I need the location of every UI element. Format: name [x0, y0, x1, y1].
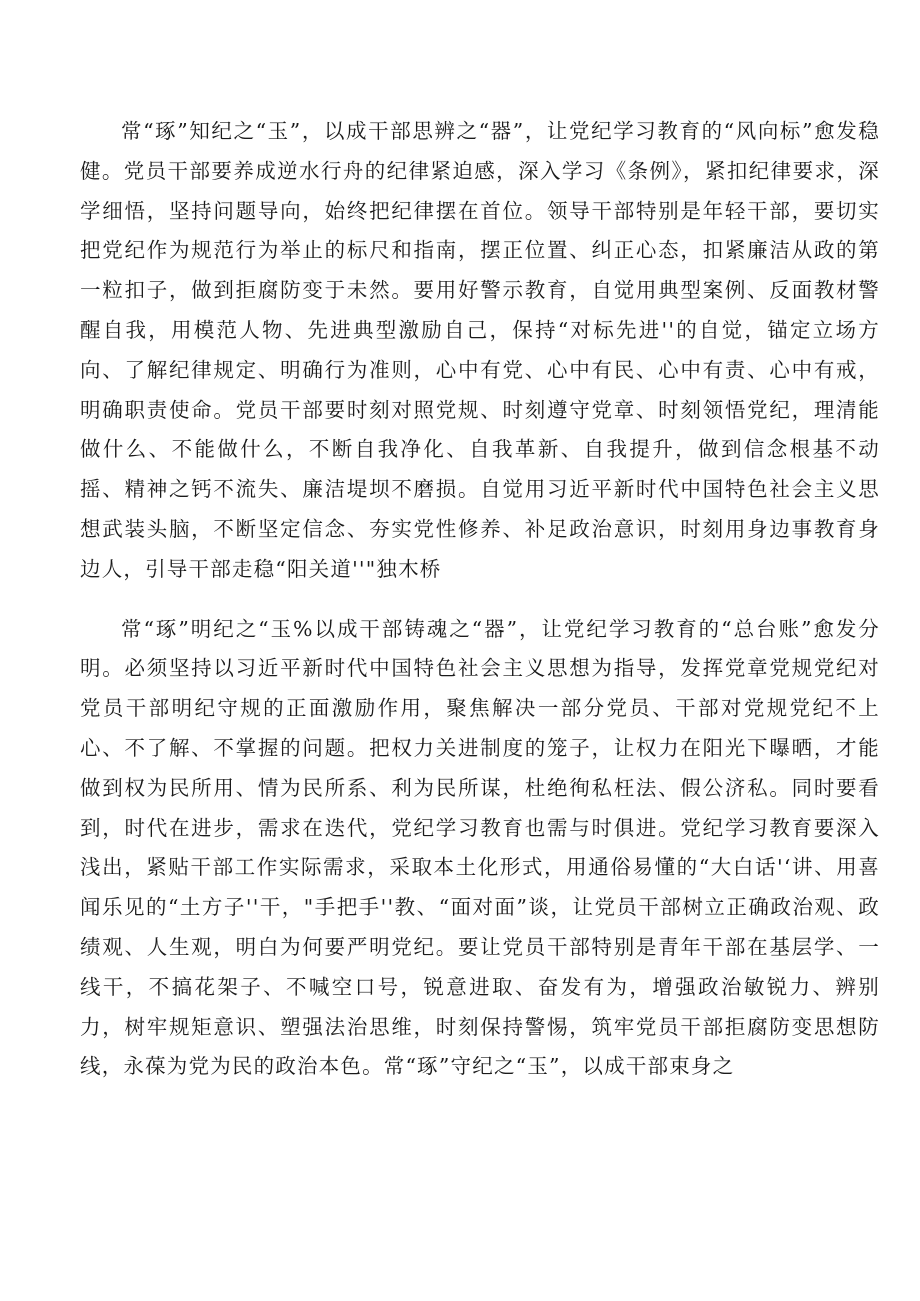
document-body	[80, 112, 880, 1087]
paragraph-2: 常“琢”明纪之“玉%以成干部铸魂之“器”，让党纪学习教育的“总台账”愈发分明。必须坚持以习近平新时代中国特色社会主义思想为指导，发挥党章党规党纪对党员干部明纪守规的正面激励作用，聚焦解决一部分党员、干部对党规党纪不上心、不了解、不掌握的问题。把权力关进制度的笼子，让权力在阳光下曝晒，才能做到权为民所用、情为民所系、利为民所谋，杜绝徇私枉法、假公济私。同时要看到，时代在进步，需求在迭代，党纪学习教育也需与时俱进。党纪学习教育要深入浅出，紧贴干部工作实际需求，采取本土化形式，用通俗易懂的“大白话'‘讲、用喜闻乐见的“土方子''干，"手把手''教、“面对面”谈，让党员干部树立正确政治观、政绩观、人生观，明白为何要严明党纪。要让党员干部特别是青年干部在基层学、一线干，不搞花架子、不喊空口号，锐意进取、奋发有为，增强政治敏锐力、辨别力，树牢规矩意识、塑强法治思维，时刻保持警惕，筑牢党员干部拒腐防变思想防线，永葆为党为民的政治本色。常“琢”守纪之“玉”，以成干部束身之	[80, 616, 880, 1079]
paragraph-1: 常“琢”知纪之“玉”，以成干部思辨之“器”，让党纪学习教育的“风向标”愈发稳健。党员干部要养成逆水行舟的纪律紧迫感，深入学习《条例》，紧扣纪律要求，深学细悟，坚持问题导向，始终把纪律摆在首位。领导干部特别是年轻干部，要切实把党纪作为规范行为举止的标尺和指南，摆正位置、纠正心态，扣紧廉洁从政的第一粒扣子，做到拒腐防变于未然。要用好警示教育，自觉用典型案例、反面教材警醒自我，用模范人物、先进典型激励自己，保持“对标先进''的自觉，锚定立场方向、了解纪律规定、明确行为准则，心中有党、心中有民、心中有责、心中有戒，明确职责使命。党员干部要时刻对照党规、时刻遵守党章、时刻领悟党纪，理清能做什么、不能做什么，不断自我净化、自我革新、自我提升，做到信念根基不动摇、精神之钙不流失、廉洁堤坝不磨损。自觉用习近平新时代中国特色社会主义思想武装头脑，不断坚定信念、夯实党性修养、补足政治意识，时刻用身边事教育身边人，引导干部走稳“阳关道''"独木桥	[80, 119, 880, 581]
